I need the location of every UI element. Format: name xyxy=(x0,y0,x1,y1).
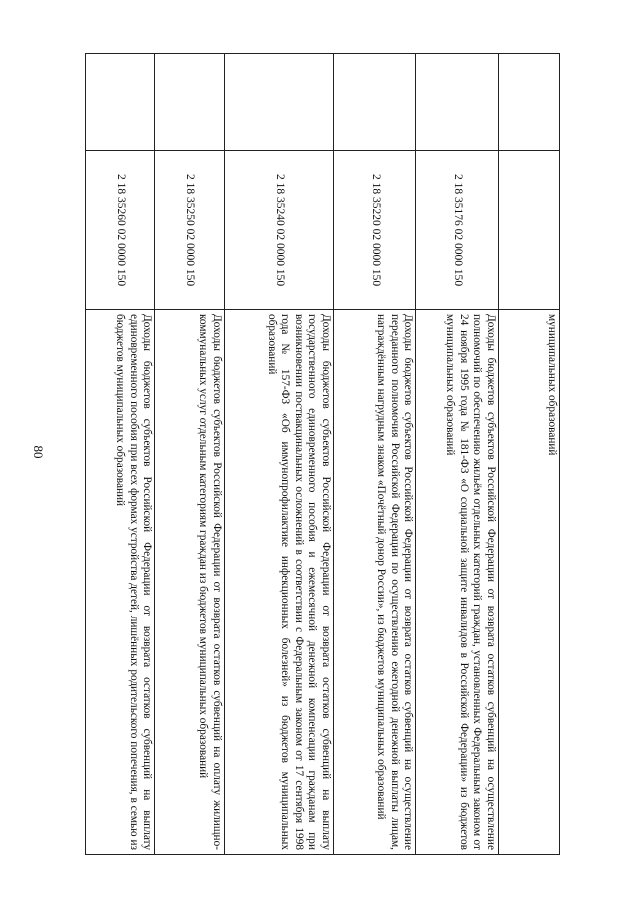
cell-col1 xyxy=(86,54,155,151)
table-row xyxy=(498,54,559,855)
cell-description: Доходы бюджетов субъектов Российской Федерации от возврата остатков субвенций на выплату государственного единовременного пособия и ежемесячной денежной компенсации гражданам при возникновении поствакцинальных осложнений в соответствии с Федеральным законом от 17 сентября 1998 года № 157-ФЗ «Об иммунопрофилактике инфекционных болезней» из бюджетов муниципальных образований xyxy=(224,310,333,855)
rotated-table-container xyxy=(85,53,560,855)
table-row xyxy=(86,54,155,855)
cell-col1 xyxy=(334,54,416,151)
cell-col1 xyxy=(498,54,559,151)
cell-col1 xyxy=(416,54,498,151)
cell-description: Доходы бюджетов субъектов Российской Федерации от возврата остатков субвенций на выплату единовременного пособия при всех формах устройства детей, лишённых родительского попечения, в семью из бюджетов муниципальных образований xyxy=(86,310,155,855)
table-row xyxy=(224,54,333,855)
cell-description: муниципальных образований xyxy=(498,310,559,855)
cell-code xyxy=(498,151,559,310)
table-row xyxy=(416,54,498,855)
revenue-codes-table xyxy=(85,53,560,855)
page-number: 80 xyxy=(31,445,46,459)
cell-code: 2 18 35220 02 0000 150 xyxy=(334,151,416,310)
cell-code: 2 18 35176 02 0000 150 xyxy=(416,151,498,310)
cell-code: 2 18 35240 02 0000 150 xyxy=(224,151,333,310)
cell-code: 2 18 35260 02 0000 150 xyxy=(86,151,155,310)
cell-description: Доходы бюджетов субъектов Российской Федерации от возврата остатков субвенций на оплату жилищно-коммунальных услуг отдельным категориям граждан из бюджетов муниципальных образований xyxy=(155,310,224,855)
table-row xyxy=(334,54,416,855)
cell-col1 xyxy=(224,54,333,151)
cell-code: 2 18 35250 02 0000 150 xyxy=(155,151,224,310)
table-row xyxy=(155,54,224,855)
cell-description: Доходы бюджетов субъектов Российской Федерации от возврата остатков субвенций на осуществление переданного полномочия Российской Федерации по осуществлению ежегодной денежной выплаты лицам, награждённым нагрудным знаком «Почётный донор России», из бюджетов муниципальных образований xyxy=(334,310,416,855)
cell-col1 xyxy=(155,54,224,151)
cell-description: Доходы бюджетов субъектов Российской Федерации от возврата остатков субвенций на осуществление полномочий по обеспечению жильём отдельных категорий граждан, установленных Федеральным законом от 24 ноября 1995 года № 181-ФЗ «О социальной защите инвалидов в Российской Федерации» из бюджетов муниципальных образований xyxy=(416,310,498,855)
